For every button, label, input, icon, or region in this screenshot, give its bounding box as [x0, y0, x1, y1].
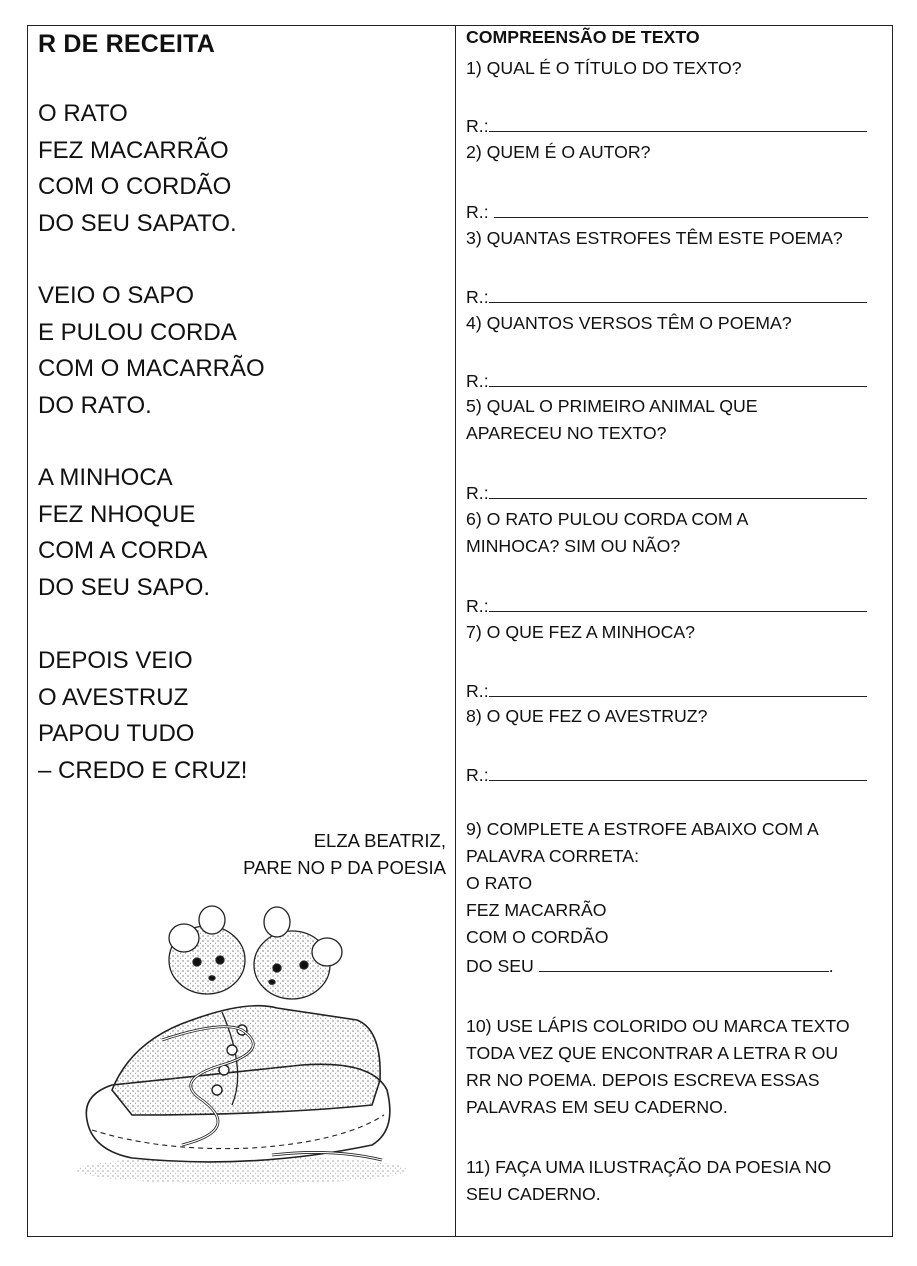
- verse: COM O CORDÃO: [38, 173, 232, 200]
- verse: FEZ NHOQUE: [38, 500, 196, 528]
- answer-blank[interactable]: [489, 111, 867, 132]
- answer-line-4[interactable]: [466, 366, 867, 395]
- question-9: [466, 816, 834, 980]
- question-10-line: TODA VEZ QUE ENCONTRAR A LETRA R OU: [466, 1043, 839, 1063]
- stanza-1: [38, 96, 237, 242]
- question-10-line: 10) USE LÁPIS COLORIDO OU MARCA TEXTO: [466, 1016, 850, 1036]
- question-11-line: 11) FAÇA UMA ILUSTRAÇÃO DA POESIA NO: [466, 1157, 832, 1177]
- question-9-line: PALAVRA CORRETA:: [466, 846, 639, 866]
- answer-blank[interactable]: [489, 282, 867, 303]
- verse-end: .: [828, 956, 834, 976]
- answer-line-3[interactable]: [466, 282, 867, 311]
- answer-prefix: R.:: [466, 765, 489, 785]
- answer-line-8[interactable]: [466, 760, 867, 789]
- question-7: 7) O QUE FEZ A MINHOCA?: [466, 622, 695, 642]
- stanza-3: [38, 460, 210, 606]
- verse: FEZ MACARRÃO: [38, 136, 229, 164]
- answer-line-1[interactable]: [466, 111, 867, 140]
- answer-line-2[interactable]: [466, 197, 868, 226]
- question-5-line: APARECEU NO TEXTO?: [466, 423, 667, 443]
- column-divider: [455, 25, 456, 1237]
- stanza-4: [38, 643, 247, 789]
- question-5: [466, 393, 758, 447]
- verse: O AVESTRUZ: [38, 683, 189, 711]
- verse: FEZ MACARRÃO: [466, 900, 607, 920]
- verse: COM O CORDÃO: [466, 927, 609, 947]
- question-6-line: 6) O RATO PULOU CORDA COM A: [466, 509, 749, 529]
- answer-prefix: R.:: [466, 287, 489, 307]
- question-1: 1) QUAL É O TÍTULO DO TEXTO?: [466, 58, 742, 78]
- question-10-line: RR NO POEMA. DEPOIS ESCREVA ESSAS: [466, 1070, 820, 1090]
- author-name: ELZA BEATRIZ,: [313, 830, 446, 851]
- answer-blank[interactable]: [489, 366, 867, 387]
- verse: E PULOU CORDA: [38, 318, 237, 346]
- question-10-line: PALAVRAS EM SEU CADERNO.: [466, 1097, 728, 1117]
- answer-prefix: R.:: [466, 681, 489, 701]
- verse: DO SEU SAPATO.: [38, 209, 237, 237]
- answer-line-7[interactable]: [466, 676, 867, 705]
- answer-prefix: R.:: [466, 371, 489, 391]
- question-8: 8) O QUE FEZ O AVESTRUZ?: [466, 706, 708, 726]
- verse: O RATO: [38, 100, 128, 127]
- question-6: [466, 506, 748, 560]
- verse: A MINHOCA: [38, 464, 173, 491]
- answer-blank[interactable]: [489, 478, 867, 499]
- verse: O RATO: [466, 873, 533, 893]
- answer-prefix: R.:: [466, 202, 494, 222]
- question-11-line: SEU CADERNO.: [466, 1184, 601, 1204]
- verse: COM O MACARRÃO: [38, 355, 265, 382]
- answer-prefix: R.:: [466, 116, 489, 136]
- book-title: PARE NO P DA POESIA: [243, 857, 446, 878]
- poem-credit: [243, 827, 446, 881]
- answer-prefix: R.:: [466, 596, 489, 616]
- mice-in-shoe-icon: [72, 890, 412, 1190]
- question-3: 3) QUANTAS ESTROFES TÊM ESTE POEMA?: [466, 228, 843, 248]
- verse-with-blank: [466, 951, 834, 980]
- question-4: 4) QUANTOS VERSOS TÊM O POEMA?: [466, 313, 792, 333]
- answer-blank[interactable]: [489, 591, 867, 612]
- answer-line-6[interactable]: [466, 591, 867, 620]
- question-2: 2) QUEM É O AUTOR?: [466, 142, 651, 162]
- answer-blank[interactable]: [494, 197, 868, 218]
- answer-blank[interactable]: [489, 760, 867, 781]
- verse: PAPOU TUDO: [38, 720, 195, 747]
- answer-line-5[interactable]: [466, 478, 867, 507]
- fill-in-blank[interactable]: [539, 951, 829, 972]
- verse: VEIO O SAPO: [38, 282, 195, 309]
- verse-start: DO SEU: [466, 956, 534, 976]
- question-6-line: MINHOCA? SIM OU NÃO?: [466, 536, 681, 556]
- section-title: COMPREENSÃO DE TEXTO: [466, 27, 700, 47]
- poem-title: R DE RECEITA: [38, 30, 215, 58]
- verse: – CREDO E CRUZ!: [38, 756, 248, 784]
- question-11: [466, 1154, 831, 1208]
- verse: DO SEU SAPO.: [38, 573, 211, 601]
- stanza-2: [38, 278, 265, 424]
- answer-blank[interactable]: [489, 676, 867, 697]
- answer-prefix: R.:: [466, 483, 489, 503]
- question-10: [466, 1013, 850, 1121]
- verse: DEPOIS VEIO: [38, 647, 193, 674]
- verse: DO RATO.: [38, 391, 152, 419]
- verse: COM A CORDA: [38, 537, 208, 564]
- question-5-line: 5) QUAL O PRIMEIRO ANIMAL QUE: [466, 396, 758, 416]
- question-9-line: 9) COMPLETE A ESTROFE ABAIXO COM A: [466, 819, 819, 839]
